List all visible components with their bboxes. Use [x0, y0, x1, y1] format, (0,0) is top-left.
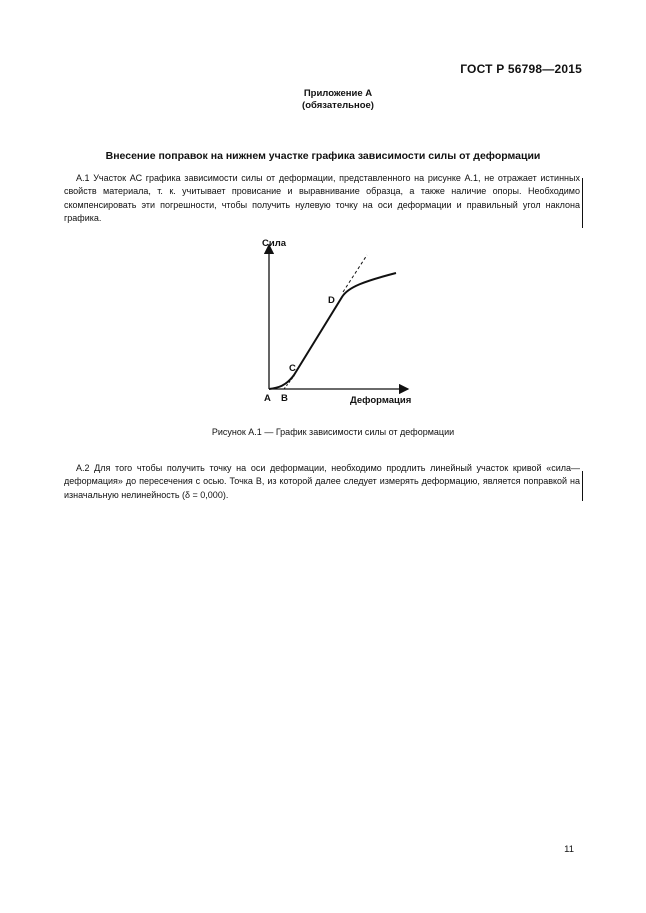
paragraph-a2 — [64, 462, 580, 502]
y-axis-label: Сила — [262, 238, 287, 249]
x-axis-label: Деформация — [350, 395, 412, 406]
force-deformation-diagram — [250, 235, 420, 410]
change-bar — [582, 471, 583, 501]
annex-heading — [0, 88, 646, 112]
point-a-label: A — [264, 393, 271, 404]
annex-status: (обязательное) — [302, 100, 374, 111]
point-d-label: D — [328, 295, 335, 306]
section-title: Внесение поправок на нижнем участке графика зависимости силы от деформации — [105, 150, 541, 162]
change-bar — [582, 178, 583, 228]
figure-caption: Рисунок А.1 — График зависимости силы от деформации — [211, 427, 455, 437]
figure-a1 — [250, 235, 420, 410]
annex-title: Приложение А — [303, 88, 373, 99]
paragraph-a1-text: А.1 Участок АС графика зависимости силы от деформации, представленного на рисунке А.1, не отражает истинных свойств материала, т. к. учитывает провисание и выравнивание образца, а также наличие опоры. Необходимо скомпенсировать эти погрешности, чтобы получить нулевую точку на оси деформации и правильный угол наклона графика. — [64, 173, 580, 224]
standard-number: ГОСТ Р 56798—2015 — [460, 62, 582, 76]
paragraph-a2-text: А.2 Для того чтобы получить точку на оси деформации, необходимо продлить линейный участок кривой «сила—деформация» до пересечения с осью. Точка В, из которой далее следует измерять деформацию, является поправкой на изначальную нелинейность (δ = 0,000). — [64, 463, 580, 500]
paragraph-a1 — [64, 172, 580, 226]
point-b-label: B — [281, 393, 288, 404]
point-c-label: C — [289, 363, 296, 374]
page-number: 11 — [564, 844, 574, 855]
